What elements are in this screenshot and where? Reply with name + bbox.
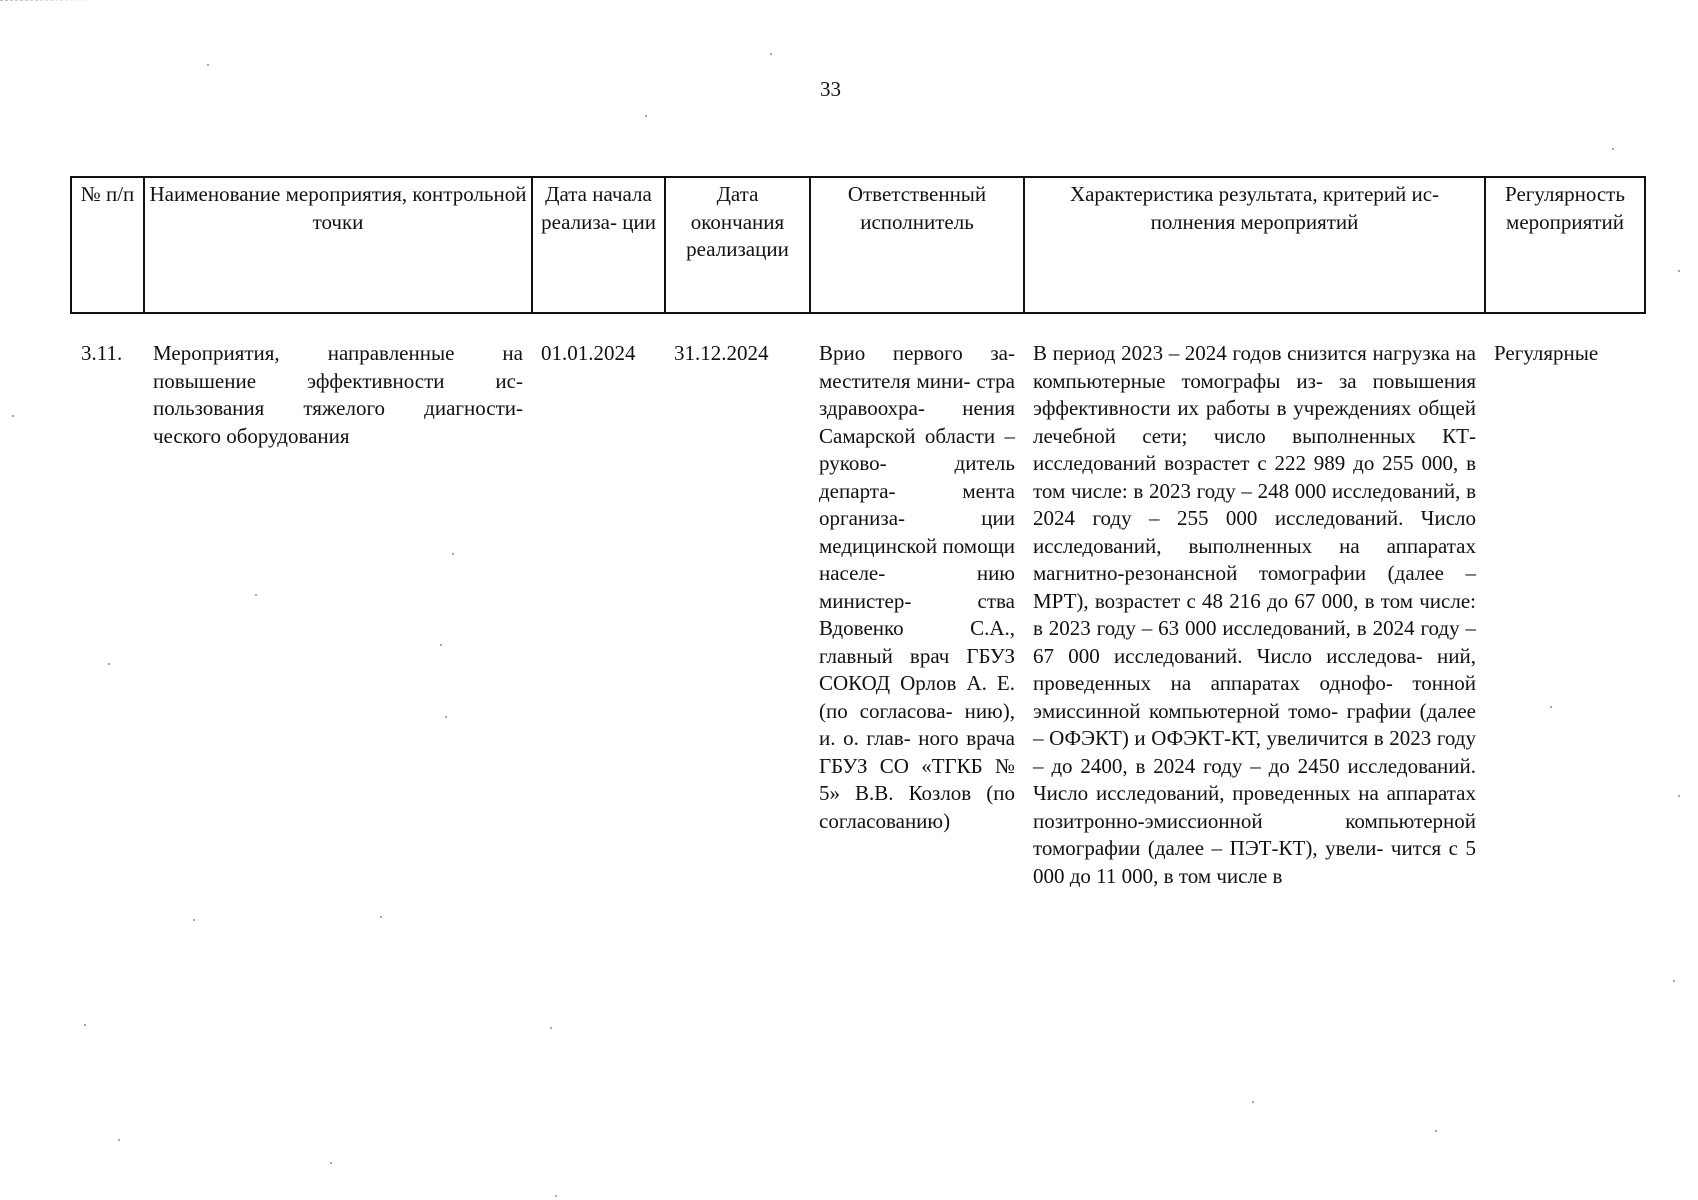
- scan-speck: [255, 594, 257, 596]
- scan-speck: [193, 919, 195, 921]
- scan-speck: [1550, 706, 1552, 708]
- scan-speck: [555, 1195, 557, 1197]
- header-result: Характеристика результата, критерий ис- полнения мероприятий: [1024, 177, 1485, 313]
- scan-speck: [118, 1139, 120, 1141]
- scan-artifact-line: [0, 0, 880, 1]
- scan-speck: [380, 916, 382, 918]
- scan-speck: [108, 663, 110, 665]
- scan-speck: [12, 415, 14, 417]
- row-regularity: Регулярные: [1494, 341, 1599, 365]
- row-end-date: 31.12.2024: [674, 341, 769, 365]
- scan-speck: [207, 64, 209, 66]
- table-header: [71, 177, 1645, 313]
- header-regularity: Регулярность мероприятий: [1485, 177, 1645, 313]
- scan-speck: [645, 115, 647, 117]
- plan-table: [70, 176, 1646, 890]
- header-end-date: Дата окончания реализации: [665, 177, 810, 313]
- row-name: Мероприятия, направленные на повышение эффективности ис- пользования тяжелого диагности- ческого оборудования: [153, 341, 523, 448]
- scan-speck: [330, 1162, 332, 1164]
- table-row: [71, 340, 1645, 890]
- header-number: № п/п: [71, 177, 144, 313]
- scan-speck: [1678, 795, 1680, 797]
- scan-speck: [770, 53, 772, 55]
- scan-speck: [445, 716, 447, 718]
- header-name: Наименование мероприятия, контрольной точки: [144, 177, 532, 313]
- page-number: 33: [820, 77, 841, 101]
- scan-speck: [1435, 1130, 1437, 1132]
- scan-speck: [440, 644, 442, 646]
- scan-speck: [1252, 1101, 1254, 1103]
- scan-speck: [550, 1027, 552, 1029]
- scan-speck: [1678, 270, 1680, 272]
- scan-speck: [84, 1024, 86, 1026]
- row-number: 3.11.: [81, 341, 123, 365]
- row-responsible: Врио первого за- местителя мини- стра здравоохра- нения Самарской области – руково- дитель департа- мента организа- ции медицинской помощи населе- нию министер- ства Вдовенко С.А., главный врач ГБУЗ СОКОД Орлов А. Е. (по согласова- нию), и. о. глав- ного врача ГБУЗ СО «ТГКБ № 5» В.В. Козлов (по согласованию): [819, 341, 1015, 833]
- scan-speck: [1673, 980, 1675, 982]
- row-result: В период 2023 – 2024 годов снизится нагрузка на компьютерные томографы из- за повышения эффективности их работы в учреждениях общей лечебной сети; число выполненных КТ-исследований возрастет с 222 989 до 255 000, в том числе: в 2023 году – 248 000 исследований, в 2024 году – 255 000 исследований. Число исследований, выполненных на аппаратах магнитно-резонансной томографии (далее – МРТ), возрастет с 48 216 до 67 000, в том числе: в 2023 году – 63 000 исследований, в 2024 году – 67 000 исследований. Число исследова- ний, проведенных на аппаратах однофо- тонной эмиссинной компьютерной томо- графии (далее – ОФЭКТ) и ОФЭКТ-КТ, увеличится в 2023 году – до 2400, в 2024 году – до 2450 исследований. Число исследований, проведенных на аппаратах позитронно-эмиссионной компьютерной томографии (далее – ПЭТ-КТ), увели- чится с 5 000 до 11 000, в том числе в: [1033, 341, 1476, 888]
- row-start-date: 01.01.2024: [541, 341, 636, 365]
- scan-speck: [1612, 148, 1614, 150]
- header-responsible: Ответственный исполнитель: [810, 177, 1024, 313]
- header-start-date: Дата начала реализа- ции: [532, 177, 665, 313]
- scan-speck: [452, 553, 454, 555]
